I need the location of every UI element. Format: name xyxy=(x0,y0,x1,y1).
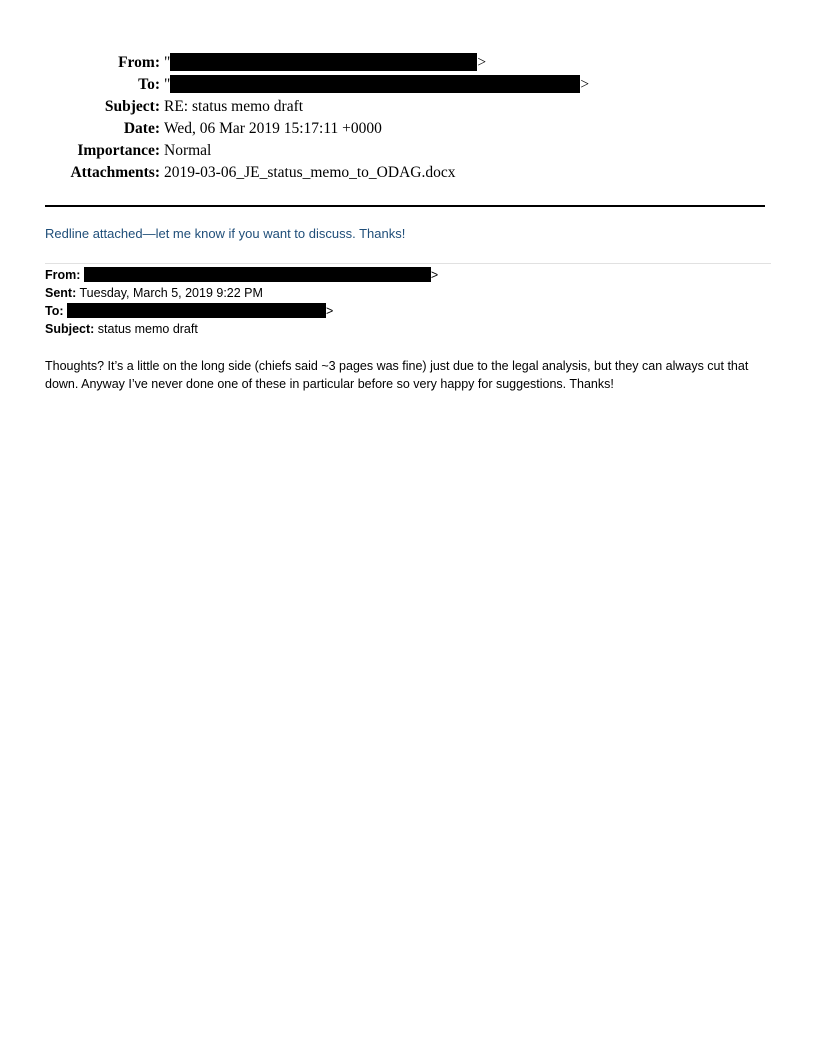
redacted-orig-sender xyxy=(84,267,431,282)
from-label: From: xyxy=(118,54,160,71)
importance-value: Normal xyxy=(164,142,212,159)
orig-sent-value: Tuesday, March 5, 2019 9:22 PM xyxy=(79,286,263,300)
to-label: To: xyxy=(138,76,160,93)
attachments-label: Attachments: xyxy=(70,164,160,181)
subject-label: Subject: xyxy=(104,98,160,115)
quoted-divider xyxy=(45,263,771,264)
orig-to-row xyxy=(45,302,333,320)
orig-from-row xyxy=(45,266,438,284)
to-prefix: " xyxy=(164,76,171,93)
orig-to-label: To: xyxy=(45,304,64,318)
header-subject-row xyxy=(0,96,816,118)
redacted-sender xyxy=(170,53,477,71)
reply-message: Redline attached—let me know if you want to discuss. Thanks! xyxy=(45,226,406,241)
header-importance-row xyxy=(0,140,816,162)
importance-label: Importance: xyxy=(77,142,160,159)
orig-sent-label: Sent: xyxy=(45,286,77,300)
attachment-filename[interactable]: 2019-03-06_JE_status_memo_to_ODAG.docx xyxy=(164,164,456,181)
quoted-message-body: Thoughts? It’s a little on the long side (chiefs said ~3 pages was fine) just due to the legal analysis, but they can always cut that down. Anyway I’ve never done one of these in particular before so very happy for suggestions. Thanks! xyxy=(45,359,749,391)
header-date-row xyxy=(0,118,816,140)
orig-from-label: From: xyxy=(45,268,81,282)
orig-sent-row xyxy=(45,284,263,302)
header-from-row xyxy=(0,52,816,74)
redacted-recipient xyxy=(170,75,580,93)
orig-from-suffix: > xyxy=(430,268,439,282)
header-attachments-row xyxy=(0,162,816,184)
orig-subject-row xyxy=(45,320,198,338)
to-suffix: > xyxy=(580,76,590,93)
date-label: Date: xyxy=(123,120,160,137)
header-divider xyxy=(45,205,765,207)
orig-to-suffix: > xyxy=(326,304,334,318)
orig-subject-value: status memo draft xyxy=(97,322,198,336)
from-prefix: " xyxy=(164,54,171,71)
date-value: Wed, 06 Mar 2019 15:17:11 +0000 xyxy=(164,120,382,137)
redacted-orig-recipient xyxy=(67,303,326,318)
subject-value: RE: status memo draft xyxy=(164,98,304,115)
from-suffix: > xyxy=(477,54,487,71)
orig-subject-label: Subject: xyxy=(45,322,95,336)
header-to-row xyxy=(0,74,816,96)
